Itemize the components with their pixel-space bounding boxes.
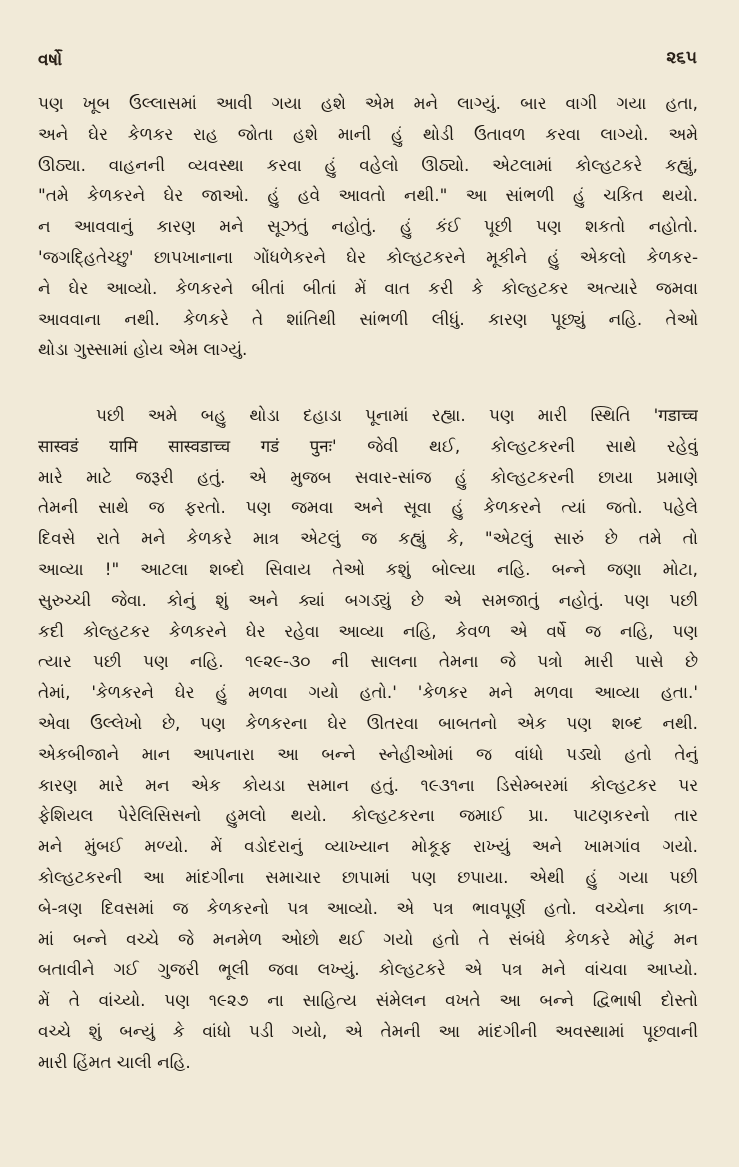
text-line: મારે માટે જરૂરી હતું. એ મુજબ સવાર-સાંજ હું કોલ્હટકરની છાયા પ્રમાણે xyxy=(38,466,698,487)
text-line: 'જગદ્હિતેચ્છુ' છાપખાનાના ગોંધળેકરને ઘેર કોલ્હટકરને મૂકીને હું એકલો કેળકર- xyxy=(38,246,698,267)
text-line: મારી હિંમત ચાલી નહિ. xyxy=(38,1051,191,1072)
text-line: सास्वडं यामि सास्वडाच्च गडं पुनः' જેવી થઈ, કોલ્હટકરની સાથે રહેવું xyxy=(38,435,698,456)
text-line: એવા ઉલ્લેખો છે, પણ કેળકરના ઘેર ઊતરવા બાબતનો એક પણ શબ્દ નથી. xyxy=(38,712,698,733)
text-line: બતાવીને ગઈ ગુજરી ભૂલી જવા લખ્યું. કોલ્હટકરે એ પત્ર મને વાંચવા આપ્યો. xyxy=(38,959,698,980)
text-line: તેમની સાથે જ ફરતો. પણ જમવા અને સૂવા હું કેળકરને ત્યાં જતો. પહેલે xyxy=(38,497,698,518)
text-line: એકબીજાને માન આપનારા આ બન્ને સ્નેહીઓમાં જ વાંધો પડ્યો હતો તેનું xyxy=(38,743,698,764)
text-line: દિવસે રાતે મને કેળકરે માત્ર એટલું જ કહ્યું કે, "એટલું સારું છે તમે તો xyxy=(38,528,698,549)
chapter-title: વર્ષો xyxy=(38,50,63,70)
text-line: મને મુંબઈ મળ્યો. મેં વડોદરાનું વ્યાખ્યાન મોકૂફ રાખ્યું અને ખામગાંવ ગયો. xyxy=(38,836,698,857)
text-line: ન આવવાનું કારણ મને સૂઝતું નહોતું. હું કંઈ પૂછી પણ શકતો નહોતો. xyxy=(38,216,698,237)
text-line: સુરુચ્ચી જેવા. કોનું શું અને ક્યાં બગડ્યું છે એ સમજાતું નહોતું. પણ પછી xyxy=(38,589,698,610)
page-number: ૨૬૫ xyxy=(666,48,697,68)
text-line: મેં તે વાંચ્યો. પણ ૧૯૨૭ ના સાહિત્ય સંમેલન વખતે આ બન્ને દ્વિભાષી દોસ્તો xyxy=(38,990,698,1011)
page-header xyxy=(38,44,697,72)
text-line: ઊઠ્યા. વાહનની વ્યવસ્થા કરવા હું વહેલો ઊઠ્યો. એટલામાં કોલ્હટકરે કહ્યું, xyxy=(38,154,698,175)
text-line: ને ઘેર આવ્યો. કેળકરને બીતાં બીતાં મેં વાત કરી કે કોલ્હટકર અત્યારે જમવા xyxy=(38,277,698,298)
text-line: અને ઘેર કેળકર રાહ જોતા હશે માની હું થોડી ઉતાવળ કરવા લાગ્યો. અમે xyxy=(38,123,698,144)
text-line: તેમાં, 'કેળકરને ઘેર હું મળવા ગયો હતો.' 'કેળકર મને મળવા આવ્યા હતા.' xyxy=(38,682,698,703)
text-line: પણ ખૂબ ઉલ્લાસમાં આવી ગયા હશે એમ મને લાગ્યું. બાર વાગી ગયા હતા, xyxy=(38,93,698,113)
text-line: માં બન્ને વચ્ચે જે મનમેળ ઓછો થઈ ગયો હતો તે સંબંધે કેળકરે મોટું મન xyxy=(38,928,698,949)
text-line: આવવાના નથી. કેળકરે તે શાંતિથી સાંભળી લીધું. કારણ પૂછ્યું નહિ. તેઓ xyxy=(38,308,698,329)
text-line: ફેશિયલ પેરેલિસિસનો હુમલો થયો. કોલ્હટકરના જમાઈ પ્રા. પાટણકરનો તાર xyxy=(38,805,698,826)
paragraph-2 xyxy=(38,400,698,1078)
text-line: આવ્યા !" આટલા શબ્દો સિવાય તેઓ કશું બોલ્યા નહિ. બન્ને જણા મોટા, xyxy=(38,558,698,579)
text-line: થોડા ગુસ્સામાં હોય એમ લાગ્યું. xyxy=(38,339,248,360)
text-line: બે-ત્રણ દિવસમાં જ કેળકરનો પત્ર આવ્યો. એ પત્ર ભાવપૂર્ણ હતો. વચ્ચેના કાળ- xyxy=(38,897,698,918)
text-line: વચ્ચે શું બન્યું કે વાંધો પડી ગયો, એ તેમની આ માંદગીની અવસ્થામાં પૂછવાની xyxy=(38,1020,698,1041)
text-line: ત્યાર પછી પણ નહિ. ૧૯૨૯-૩૦ ની સાલના તેમના જે પત્રો મારી પાસે છે xyxy=(38,651,698,672)
text-line: કદી કોલ્હટકર કેળકરને ઘેર રહેવા આવ્યા નહિ, કેવળ એ વર્ષે જ નહિ, પણ xyxy=(38,620,698,641)
text-line: કારણ મારે મન એક કોયડા સમાન હતું. ૧૯૩૧ના ડિસેમ્બરમાં કોલ્હટકર પર xyxy=(38,774,698,795)
paragraph-1 xyxy=(38,88,698,365)
text-line: "તમે કેળકરને ઘેર જાઓ. હું હવે આવતો નથી." આ સાંભળી હું ચકિત થયો. xyxy=(38,185,698,206)
text-line: પછી અમે બહુ થોડા દહાડા પૂનામાં રહ્યા. પણ મારી સ્થિતિ 'गडाच्च xyxy=(96,405,698,425)
text-line: કોલ્હટકરની આ માંદગીના સમાચાર છાપામાં પણ છપાયા. એથી હું ગયા પછી xyxy=(38,866,698,887)
